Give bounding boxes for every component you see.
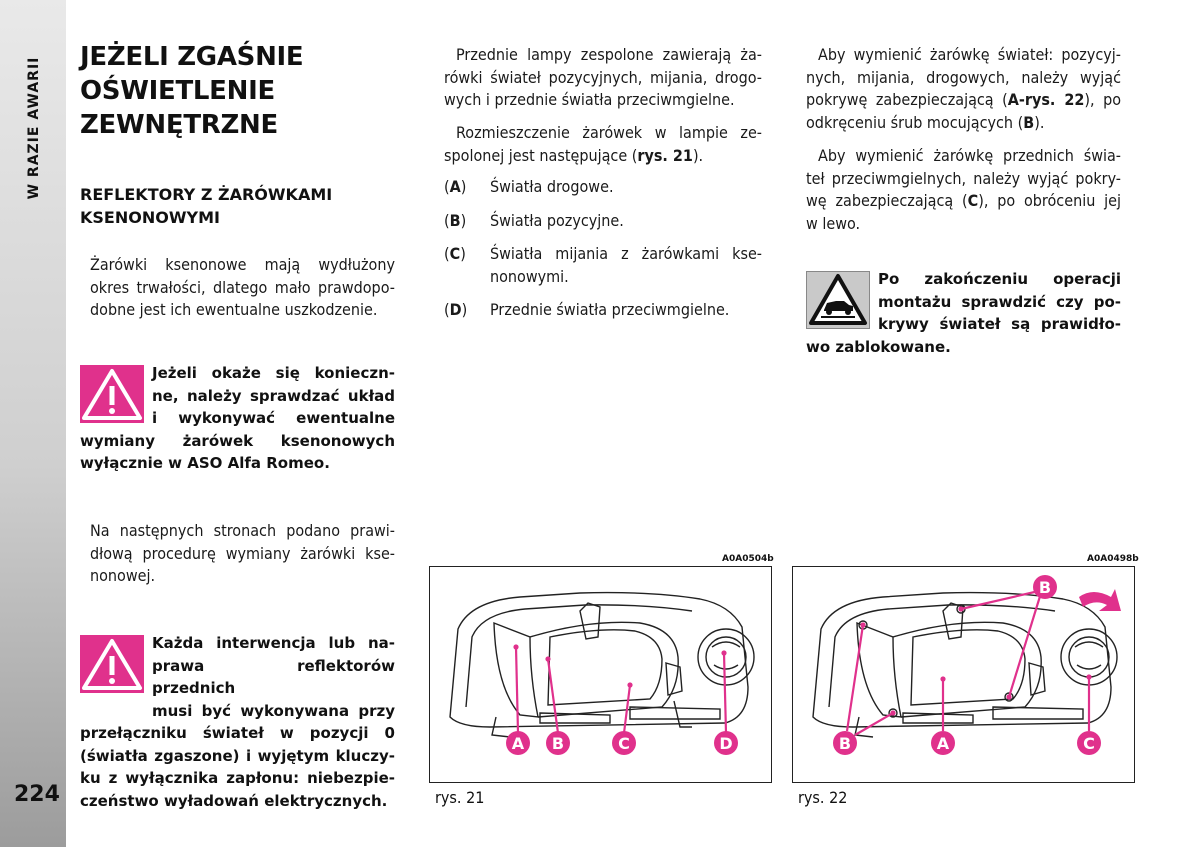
warning-line: Jeżeli okaże się konieczn-: [152, 364, 395, 382]
text-line: dłową procedurę wymiany żarówki kse-: [90, 543, 395, 563]
callout-label: C: [618, 734, 630, 753]
warning-box-xenon: [80, 362, 395, 475]
warning-line: i wykonywać ewentualne: [152, 409, 395, 427]
callout-label: A: [511, 734, 525, 753]
callout-label: B: [1038, 578, 1052, 597]
replace-main-bulbs-paragraph: [806, 44, 1121, 134]
callout-label: B: [551, 734, 565, 753]
list-key: (C): [444, 244, 466, 263]
callout-label: A: [936, 734, 950, 753]
bulb-layout-paragraph: [444, 122, 762, 167]
section-tab: W RAZIE AWARII: [26, 56, 42, 200]
list-text: Światła drogowe.: [490, 177, 614, 196]
list-text: Przednie światła przeciwmgielne.: [490, 300, 730, 319]
warning-line: (światła zgaszone) i wyjętym kluczy-: [80, 746, 395, 765]
figure-caption: rys. 22: [798, 788, 848, 807]
caution-line: wo zablokowane.: [806, 337, 951, 356]
bulb-list: [444, 176, 762, 333]
text-line: rówki świateł pozycyjnych, mijania, drogo-: [444, 67, 762, 87]
text-line: teł przeciwmgielnych, należy wyjąć pokry-: [806, 168, 1121, 188]
callout-label: B: [838, 734, 852, 753]
warning-triangle-icon: [80, 365, 144, 423]
caution-box: [806, 268, 1121, 358]
figure-reference: rys. 21: [637, 145, 693, 165]
text-line: dobne jest ich ewentualne uszkodzenie.: [90, 300, 378, 319]
next-pages-paragraph: [90, 520, 395, 588]
text-line: odkręceniu śrub mocujących (B).: [806, 112, 1045, 132]
figure-caption: rys. 21: [435, 788, 485, 807]
caution-line: krywy świateł są prawidło-: [878, 315, 1121, 333]
warning-line: wyłącznie w ASO Alfa Romeo.: [80, 454, 330, 472]
text-line: Aby wymienić żarówkę przednich świa-: [818, 146, 1121, 165]
list-text: Światła mijania z żarówkami kse-: [490, 244, 762, 263]
figure-22-headlamp: [792, 566, 1135, 783]
section-subtitle: [80, 183, 332, 229]
list-item: [444, 299, 762, 322]
warning-line: wymiany żarówek ksenonowych: [80, 431, 395, 450]
title-line: OŚWIETLENIE: [80, 76, 275, 106]
warning-line: ku z wyłącznika zapłonu: niebezpie-: [80, 769, 395, 787]
intro-paragraph: [90, 254, 395, 322]
text-line: okres trwałości, dlatego mało prawdopo-: [90, 277, 395, 297]
list-text: Światła pozycyjne.: [490, 210, 624, 230]
list-item: [444, 176, 762, 199]
callout-label: C: [1083, 734, 1095, 753]
subtitle-line: KSENONOWYMI: [80, 208, 220, 227]
warning-line: przełączniku świateł w pozycji 0: [80, 724, 395, 742]
title-line: JEŻELI ZGAŚNIE: [80, 42, 304, 72]
list-key: (A): [444, 177, 467, 196]
text-line: spolonej jest następujące (rys. 21).: [444, 145, 704, 165]
text-line: Żarówki ksenonowe mają wydłużony: [90, 255, 395, 274]
warning-line: czeństwo wyładowań elektrycznych.: [80, 791, 388, 810]
headlamp-diagram: [793, 567, 1133, 781]
title-line: ZEWNĘTRZNE: [80, 110, 278, 140]
text-line: nonowej.: [90, 566, 156, 585]
warning-line: Każda interwencja lub na-: [152, 634, 395, 652]
text-line: w lewo.: [806, 213, 861, 233]
list-key: (D): [444, 300, 468, 319]
warning-line: prawa reflektorów przednich: [152, 656, 395, 697]
figure-21-headlamp: [429, 566, 772, 783]
text-line: Przednie lampy zespolone zawierają ża-: [456, 45, 762, 64]
warning-triangle-icon: [80, 635, 144, 693]
car-hazard-icon: [806, 271, 870, 329]
callout-label: D: [719, 734, 733, 753]
text-line: pokrywę zabezpieczającą (A-rys. 22), po: [806, 90, 1122, 109]
list-text: nonowymi.: [490, 266, 569, 286]
headlamp-diagram: [430, 567, 770, 781]
replace-fog-bulb-paragraph: [806, 145, 1121, 235]
list-item: [444, 243, 762, 288]
text-line: Aby wymienić żarówkę świateł: pozycyj-: [818, 45, 1121, 64]
caution-line: Po zakończeniu operacji: [878, 270, 1121, 288]
warning-box-electrical: [80, 632, 395, 812]
text-line: wych i przednie światła przeciwmgielne.: [444, 90, 735, 109]
figure-code: A0A0504b: [722, 554, 774, 564]
text-line: nych, mijania, drogowych, należy wyjąć: [806, 67, 1121, 87]
figure-reference: A-rys. 22: [1007, 90, 1085, 109]
page-title: [80, 40, 303, 142]
headlamp-intro-paragraph: [444, 44, 762, 112]
text-line: wę zabezpieczającą (C), po obróceniu jej: [806, 191, 1121, 210]
text-line: Na następnych stronach podano prawi-: [90, 521, 395, 540]
warning-line: musi być wykonywana przy: [152, 701, 395, 720]
text-line: Rozmieszczenie żarówek w lampie ze-: [456, 123, 762, 142]
list-key: (B): [444, 210, 467, 230]
figure-code: A0A0498b: [1087, 554, 1139, 564]
warning-line: ne, należy sprawdzać układ: [152, 386, 395, 405]
subtitle-line: REFLEKTORY Z ŻARÓWKAMI: [80, 185, 333, 204]
list-item: [444, 210, 762, 233]
page-number: 224: [14, 782, 60, 807]
caution-line: montażu sprawdzić czy po-: [878, 292, 1121, 311]
